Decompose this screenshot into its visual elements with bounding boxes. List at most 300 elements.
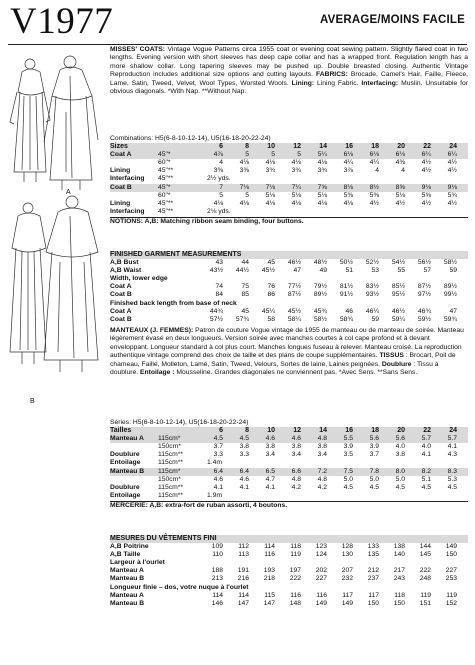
mesure-row-label: Manteau B bbox=[110, 599, 145, 607]
yardage-value: 8½ bbox=[369, 183, 379, 191]
mesure-value: 116 bbox=[316, 591, 327, 599]
mesure-value: 207 bbox=[341, 567, 353, 575]
measurement-row-label: Coat A bbox=[110, 283, 132, 291]
tissus-text: : Brocart, Poil de chameau, Faille, Molleton, Lamé, Satin, Tweed, Velours, Sortes de laine, Laines peignées. bbox=[110, 352, 456, 368]
mesure-value: 222 bbox=[419, 567, 431, 575]
metrage-value: 4.6 bbox=[239, 475, 249, 483]
size-24: 24 bbox=[449, 427, 457, 435]
mesure-value: 110 bbox=[212, 551, 223, 559]
mesure-value: 112 bbox=[238, 543, 249, 551]
measurement-row bbox=[110, 291, 468, 299]
measurement-value: 52½ bbox=[365, 259, 379, 267]
metrage-value: 4.1 bbox=[239, 483, 249, 491]
yardage-value: 6¼ bbox=[447, 151, 457, 159]
measurement-value: 89½ bbox=[443, 283, 457, 291]
yardage-value: 7⅛ bbox=[239, 183, 249, 191]
metrage-row bbox=[110, 435, 468, 443]
figure-a-label: A bbox=[66, 189, 71, 196]
yardage-value: 5⅝ bbox=[421, 191, 431, 199]
size-6: 6 bbox=[219, 143, 223, 151]
mesure-value: 147 bbox=[263, 599, 275, 607]
yardage-table-french bbox=[110, 419, 468, 510]
metrage-value: 8.2 bbox=[421, 467, 431, 475]
mesure-value: 216 bbox=[237, 575, 249, 583]
measurement-value: 51 bbox=[345, 267, 353, 275]
lining-text: Lining Fabric. bbox=[314, 79, 362, 87]
sizes-header-row bbox=[110, 143, 468, 151]
mesure-row bbox=[110, 584, 468, 592]
measurement-row bbox=[110, 300, 468, 308]
metrage-fabric-width: 150cm* bbox=[158, 443, 181, 451]
metrage-value: 5.3 bbox=[447, 475, 457, 483]
yardage-value: 4½ bbox=[421, 167, 431, 175]
header-rule bbox=[8, 44, 467, 45]
metrage-value: 7.8 bbox=[369, 467, 379, 475]
yardage-fabric-width: 45"* bbox=[158, 183, 171, 191]
yardage-rows bbox=[110, 151, 468, 216]
interfacing-label: Interfacing: bbox=[361, 79, 399, 87]
measurement-value: 50½ bbox=[339, 259, 353, 267]
yardage-fabric-width: 60"* bbox=[158, 191, 171, 199]
doublure-text: : Tissu à doublure. bbox=[110, 360, 439, 377]
metrage-value: 5.1 bbox=[421, 475, 431, 483]
measurement-value: 48½ bbox=[313, 259, 327, 267]
mesure-row bbox=[110, 592, 468, 600]
measurement-value: 45¼ bbox=[261, 307, 275, 315]
yardage-row bbox=[110, 192, 468, 200]
yardage-value: 5⅜ bbox=[343, 191, 353, 199]
metrage-value: 8.3 bbox=[447, 467, 457, 475]
yardage-value: 4 bbox=[375, 167, 379, 175]
metrage-value: 5.6 bbox=[369, 435, 379, 443]
yardage-value: 5¾ bbox=[447, 191, 457, 199]
series-line: Séries: H5(6-8-10-12-14), U5(16-18-20-22-24) bbox=[110, 419, 249, 426]
yardage-row-label: Interfacing bbox=[110, 175, 145, 183]
mesure-value: 227 bbox=[445, 567, 457, 575]
metrage-row-label: Manteau A bbox=[110, 435, 144, 443]
figure-b-label: B bbox=[30, 398, 35, 405]
metrage-value: 4.5 bbox=[421, 483, 431, 491]
yardage-value: 7⅝ bbox=[317, 183, 327, 191]
metrage-value: 6.6 bbox=[291, 467, 301, 475]
metrage-value: 5.7 bbox=[421, 435, 431, 443]
yardage-value: 4¼ bbox=[369, 159, 379, 167]
metrage-fabric-width: 115cm** bbox=[158, 451, 184, 459]
measurement-value: 93½ bbox=[365, 291, 379, 299]
metrage-fabric-width: 115cm* bbox=[158, 467, 181, 475]
garment-sketches bbox=[0, 52, 104, 422]
description-english bbox=[110, 46, 468, 96]
metrage-value: 3.9 bbox=[369, 443, 379, 451]
combinations-line: Combinations: H5(6-8-10-12-14), U5(16-18-20-22-24) bbox=[110, 135, 271, 142]
mesure-value: 146 bbox=[211, 599, 223, 607]
entoilage-label: Entoilage : bbox=[140, 369, 175, 377]
measurement-value: 46½ bbox=[391, 307, 405, 315]
measurement-value: 54½ bbox=[391, 259, 405, 267]
mercerie-line bbox=[110, 501, 468, 510]
mesure-value: 117 bbox=[342, 591, 353, 599]
yardage-value: 4½ bbox=[421, 159, 431, 167]
metrage-value: 5.6 bbox=[395, 435, 405, 443]
yardage-value: 9⅛ bbox=[447, 183, 457, 191]
garment-measurements-english bbox=[110, 251, 468, 324]
mesure-value: 140 bbox=[393, 551, 405, 559]
metrage-fabric-width: 115cm** bbox=[158, 483, 184, 491]
measurement-value: 46¾ bbox=[417, 307, 431, 315]
measurement-value: 49 bbox=[319, 267, 327, 275]
measurement-value: 44½ bbox=[235, 267, 249, 275]
yardage-row bbox=[110, 151, 468, 159]
yardage-value: 5⅛ bbox=[317, 191, 327, 199]
measurement-value: 58 bbox=[267, 315, 275, 323]
metrage-row-label: Doublure bbox=[110, 483, 140, 491]
yardage-value: 4⅞ bbox=[213, 151, 223, 159]
yardage-value: 4⅛ bbox=[239, 159, 249, 167]
lining-label: Lining: bbox=[291, 79, 315, 87]
size-8: 8 bbox=[245, 143, 249, 151]
mesure-value: 114 bbox=[212, 591, 223, 599]
measurement-value: 45¾ bbox=[313, 307, 327, 315]
metrage-value: 4.1 bbox=[447, 443, 457, 451]
measurements-title: FINISHED GARMENT MEASUREMENTS bbox=[110, 251, 468, 259]
measurement-value: 59¾ bbox=[443, 315, 457, 323]
metrage-value: 4.2 bbox=[291, 483, 301, 491]
description-fr-body: Patron de couture Vogue vintage de 1955 de manteau ou de manteau de soirée. Manteau légèrement évasé en deux longueurs. Version soirée avec manches courtes à col cape profond et à devant enveloppant. Longueur standard à col plus court. Manches longues fuseau à relever. Manteau croisé. La reproduction authentique vintage comprend des choix de taille et des plans de coupe supplémentaires. bbox=[110, 327, 464, 360]
measurement-value: 85 bbox=[241, 291, 249, 299]
yardage-value: 4⅛ bbox=[239, 199, 249, 207]
measurement-row-label: Finished back length from base of neck bbox=[110, 299, 237, 307]
yardage-value: 4⅛ bbox=[291, 159, 301, 167]
size-18: 18 bbox=[371, 143, 379, 151]
yardage-value: 5¼ bbox=[317, 151, 327, 159]
mesure-row bbox=[110, 567, 468, 575]
mesure-value: 114 bbox=[238, 591, 249, 599]
mesure-value: 217 bbox=[393, 567, 405, 575]
mesure-value: 150 bbox=[367, 599, 379, 607]
size-8: 8 bbox=[245, 427, 249, 435]
measurement-row bbox=[110, 267, 468, 275]
mesure-value: 188 bbox=[211, 567, 223, 575]
measurement-value: 79½ bbox=[313, 283, 327, 291]
yardage-value: 3¾ bbox=[265, 167, 275, 175]
measurement-value: 43½ bbox=[209, 267, 223, 275]
metrage-value: 7.5 bbox=[343, 467, 353, 475]
mesure-value: 133 bbox=[367, 543, 379, 551]
yardage-value: 3¾ bbox=[317, 167, 327, 175]
mesure-row-label: Longueur finie – dos, votre nuque à l'ourlet bbox=[110, 583, 249, 591]
yardage-value: 5 bbox=[245, 191, 249, 199]
measurement-value: 45½ bbox=[261, 267, 275, 275]
mesure-value: 227 bbox=[315, 575, 327, 583]
measurement-value: 57½ bbox=[209, 315, 223, 323]
metrage-row bbox=[110, 451, 468, 459]
yardage-single-value: 2⅛ yds. bbox=[207, 207, 231, 215]
yardage-row-label: Interfacing bbox=[110, 207, 145, 215]
mesure-value: 109 bbox=[211, 543, 223, 551]
metrage-value: 3.5 bbox=[343, 451, 353, 459]
metrage-value: 4.0 bbox=[395, 443, 405, 451]
mesure-value: 135 bbox=[367, 551, 379, 559]
size-10: 10 bbox=[267, 143, 275, 151]
yardage-value: 4⅛ bbox=[213, 199, 223, 207]
yardage-value: 5 bbox=[297, 151, 301, 159]
measurement-value: 59 bbox=[449, 267, 457, 275]
metrage-row bbox=[110, 443, 468, 451]
measurement-value: 87½ bbox=[417, 283, 431, 291]
yardage-value: 4½ bbox=[447, 159, 457, 167]
measurement-value: 75 bbox=[241, 283, 249, 291]
size-18: 18 bbox=[371, 427, 379, 435]
mesure-value: 237 bbox=[367, 575, 379, 583]
mesures-rows bbox=[110, 543, 468, 608]
mesure-value: 119 bbox=[420, 591, 431, 599]
size-6: 6 bbox=[219, 427, 223, 435]
measurement-value: 44 bbox=[241, 259, 249, 267]
metrage-value: 6.5 bbox=[265, 467, 275, 475]
measurement-row-label: A,B Waist bbox=[110, 267, 142, 275]
mesure-value: 138 bbox=[393, 543, 405, 551]
fabrics-text: Brocade, Camel's Hair, Faille, Fleece, Lame, Satin, Tweed, Velvet, Wool Types, Worsted Wools. bbox=[110, 71, 468, 87]
yardage-row-label: Coat B bbox=[110, 183, 132, 191]
yardage-value: 4⅛ bbox=[317, 159, 327, 167]
measurement-value: 83½ bbox=[365, 283, 379, 291]
mesure-value: 253 bbox=[445, 575, 457, 583]
measurement-value: 58½ bbox=[443, 259, 457, 267]
yardage-value: 5⅛ bbox=[265, 191, 275, 199]
measurement-value: 46¼ bbox=[365, 307, 379, 315]
mesure-row bbox=[110, 600, 468, 608]
metrage-row-label: Doublure bbox=[110, 451, 140, 459]
metrage-fabric-width: 150cm* bbox=[158, 475, 181, 483]
measurement-value: 91½ bbox=[339, 291, 353, 299]
yardage-value: 4½ bbox=[447, 167, 457, 175]
metrage-value: 3.8 bbox=[291, 443, 301, 451]
metrage-value: 4.3 bbox=[447, 451, 457, 459]
fabrics-label: FABRICS: bbox=[315, 71, 348, 79]
figure-b-drawing bbox=[10, 196, 98, 372]
description-french bbox=[110, 327, 468, 377]
mesure-value: 119 bbox=[446, 591, 457, 599]
yardage-value: 5 bbox=[219, 191, 223, 199]
metrage-single-value: 1.4m bbox=[207, 459, 223, 467]
metrage-value: 3.4 bbox=[265, 451, 275, 459]
measurement-row bbox=[110, 316, 468, 324]
mesure-value: 149 bbox=[445, 543, 457, 551]
measurement-value: 45½ bbox=[287, 307, 301, 315]
mesure-value: 218 bbox=[263, 575, 275, 583]
mesure-value: 114 bbox=[264, 543, 275, 551]
yardage-row-label: Coat A bbox=[110, 151, 132, 159]
measurement-row-label: Coat B bbox=[110, 315, 132, 323]
metrage-value: 4.5 bbox=[369, 483, 379, 491]
yardage-row-label: Lining bbox=[110, 167, 131, 175]
mesure-value: 149 bbox=[315, 599, 327, 607]
metrage-value: 4.6 bbox=[291, 435, 301, 443]
metrage-value: 3.4 bbox=[291, 451, 301, 459]
measurement-value: 85½ bbox=[391, 283, 405, 291]
mesure-row-label: Manteau B bbox=[110, 575, 145, 583]
yardage-value: 4⅛ bbox=[265, 159, 275, 167]
size-22: 22 bbox=[423, 427, 431, 435]
pattern-number: V1977 bbox=[10, 1, 114, 42]
description-body: Vintage Vogue Patterns circa 1955 coat or evening coat sewing pattern. Slightly flared coat in two lengths. Evening version with short sleeves has deep cape collar and has a wrapped front. Regulation length has a more shallow collar. Long tapering sleeves may be pushed up. Double breasted closing. Authentic Vintage Reproduction includes additional size options and cutting layouts. bbox=[110, 46, 468, 79]
metrage-value: 3.8 bbox=[265, 443, 275, 451]
measurement-value: 46 bbox=[345, 307, 353, 315]
yardage-fabric-width: 45"** bbox=[158, 175, 174, 183]
mesure-row-label: Manteau A bbox=[110, 591, 144, 599]
metrage-value: 5.7 bbox=[447, 435, 457, 443]
notions-text: NOTIONS: A,B: Matching ribbon seam binding, four buttons. bbox=[110, 217, 304, 225]
metrage-value: 3.7 bbox=[369, 451, 379, 459]
metrage-value: 5.0 bbox=[395, 475, 405, 483]
measurement-value: 43 bbox=[215, 259, 223, 267]
mesure-value: 152 bbox=[445, 599, 457, 607]
yardage-value: 4½ bbox=[369, 199, 379, 207]
yardage-value: 3⅞ bbox=[343, 167, 353, 175]
mesure-row-label: A,B Poitrine bbox=[110, 543, 149, 551]
yardage-value: 4½ bbox=[395, 199, 405, 207]
measurement-rows bbox=[110, 259, 468, 324]
mesure-value: 212 bbox=[367, 567, 379, 575]
metrage-value: 4.5 bbox=[239, 435, 249, 443]
metrage-value: 4.1 bbox=[213, 483, 223, 491]
metrage-value: 3.3 bbox=[213, 451, 223, 459]
metrage-value: 4.6 bbox=[213, 475, 223, 483]
mesure-value: 148 bbox=[289, 599, 301, 607]
size-10: 10 bbox=[267, 427, 275, 435]
metrage-value: 7.2 bbox=[317, 467, 327, 475]
metrage-value: 4.0 bbox=[421, 443, 431, 451]
measurement-value: 44¾ bbox=[209, 307, 223, 315]
tailles-header-row bbox=[110, 427, 468, 435]
metrage-value: 3.8 bbox=[395, 451, 405, 459]
metrage-value: 4.8 bbox=[317, 435, 327, 443]
mesures-title: MESURES DU VÊTEMENTS FINI bbox=[110, 535, 468, 543]
entoilage-text: Mousseline. Grandes diagonales ne conviennent pas. *Avec Sens. **Sans Sens. bbox=[174, 369, 418, 377]
mercerie-text: MERCERIE: A,B: extra-fort de ruban assorti, 4 boutons. bbox=[110, 501, 288, 509]
metrage-value: 8.0 bbox=[395, 467, 405, 475]
yardage-value: 4 bbox=[401, 167, 405, 175]
measurement-value: 86 bbox=[267, 291, 275, 299]
metrage-value: 3.4 bbox=[317, 451, 327, 459]
yardage-value: 4½ bbox=[447, 199, 457, 207]
yardage-value: 7 bbox=[219, 183, 223, 191]
metrage-row-label: Manteau B bbox=[110, 467, 145, 475]
yardage-value: 4 bbox=[219, 159, 223, 167]
description-fr-title: MANTEAUX (J. FEMMES): bbox=[110, 327, 194, 334]
size-12: 12 bbox=[293, 143, 301, 151]
size-20: 20 bbox=[397, 427, 405, 435]
yardage-value: 4⅛ bbox=[265, 199, 275, 207]
mesure-value: 116 bbox=[264, 551, 275, 559]
yardage-value: 5 bbox=[245, 151, 249, 159]
mesure-value: 118 bbox=[394, 591, 405, 599]
metrage-value: 4.8 bbox=[317, 475, 327, 483]
yardage-value: 7¼ bbox=[291, 183, 301, 191]
metrage-fabric-width: 115cm** bbox=[158, 459, 184, 467]
measurement-value: 87½ bbox=[287, 291, 301, 299]
yardage-value: 4½ bbox=[421, 199, 431, 207]
garment-measurements-french bbox=[110, 535, 468, 608]
metrage-value: 4.5 bbox=[213, 435, 223, 443]
tailles-label: Tailles bbox=[110, 427, 132, 435]
metrage-fabric-width: 115cm** bbox=[158, 491, 184, 499]
measurement-value: 77½ bbox=[287, 283, 301, 291]
yardage-value: 4⅜ bbox=[395, 159, 405, 167]
metrage-value: 4.5 bbox=[447, 483, 457, 491]
metrage-value: 4.5 bbox=[395, 483, 405, 491]
yardage-value: 8⅝ bbox=[395, 183, 405, 191]
size-20: 20 bbox=[397, 143, 405, 151]
mesure-value: 124 bbox=[315, 551, 327, 559]
metrage-value: 4.1 bbox=[421, 451, 431, 459]
mesure-value: 150 bbox=[445, 551, 457, 559]
measurement-value: 74 bbox=[215, 283, 223, 291]
yardage-value: 5⅛ bbox=[291, 191, 301, 199]
measurement-value: 59¼ bbox=[391, 315, 405, 323]
yardage-row bbox=[110, 208, 468, 216]
size-16: 16 bbox=[345, 427, 353, 435]
metrage-row bbox=[110, 476, 468, 484]
measurement-value: 55 bbox=[397, 267, 405, 275]
metrage-value: 3.8 bbox=[317, 443, 327, 451]
metrage-value: 3.8 bbox=[239, 443, 249, 451]
measurement-value: 57 bbox=[423, 267, 431, 275]
measurement-row bbox=[110, 259, 468, 267]
yardage-value: 8⅛ bbox=[343, 183, 353, 191]
mesure-value: 116 bbox=[290, 591, 301, 599]
measurement-value: 47 bbox=[293, 267, 301, 275]
metrage-fabric-width: 115cm* bbox=[158, 435, 181, 443]
measurement-value: 53 bbox=[371, 267, 379, 275]
metrage-row-label: Entoilage bbox=[110, 459, 141, 467]
yardage-fabric-width: 45"** bbox=[158, 199, 174, 207]
yardage-single-value: 2½ yds. bbox=[207, 175, 231, 183]
mesure-value: 202 bbox=[315, 567, 327, 575]
metrage-value: 4.6 bbox=[265, 435, 275, 443]
mesure-value: 113 bbox=[238, 551, 249, 559]
metrage-row bbox=[110, 459, 468, 467]
yardage-fabric-width: 45"** bbox=[158, 167, 174, 175]
metrage-rows bbox=[110, 435, 468, 500]
mesure-row-label: A,B Taille bbox=[110, 551, 141, 559]
yardage-row bbox=[110, 200, 468, 208]
metrage-value: 4.1 bbox=[265, 483, 275, 491]
yardage-row bbox=[110, 184, 468, 192]
metrage-row bbox=[110, 468, 468, 476]
measurement-row-label: Coat A bbox=[110, 307, 132, 315]
mesure-value: 232 bbox=[341, 575, 353, 583]
measurement-value: 76 bbox=[267, 283, 275, 291]
size-12: 12 bbox=[293, 427, 301, 435]
measurement-value: 47 bbox=[449, 307, 457, 315]
yardage-value: 5⅜ bbox=[369, 191, 379, 199]
measurement-row bbox=[110, 308, 468, 316]
yardage-value: 3⅜ bbox=[213, 167, 223, 175]
metrage-value: 6.4 bbox=[239, 467, 249, 475]
measurement-row-label: Width, lower edge bbox=[110, 275, 168, 283]
mesure-row bbox=[110, 575, 468, 583]
yardage-value: 6⅛ bbox=[369, 151, 379, 159]
mesure-value: 145 bbox=[419, 551, 431, 559]
mesure-value: 243 bbox=[393, 575, 405, 583]
figure-a-drawing bbox=[10, 56, 98, 190]
yardage-value: 3¾ bbox=[291, 167, 301, 175]
metrage-value: 6.4 bbox=[213, 467, 223, 475]
yardage-value: 4⅛ bbox=[317, 199, 327, 207]
mesure-value: 222 bbox=[289, 575, 301, 583]
size-16: 16 bbox=[345, 143, 353, 151]
